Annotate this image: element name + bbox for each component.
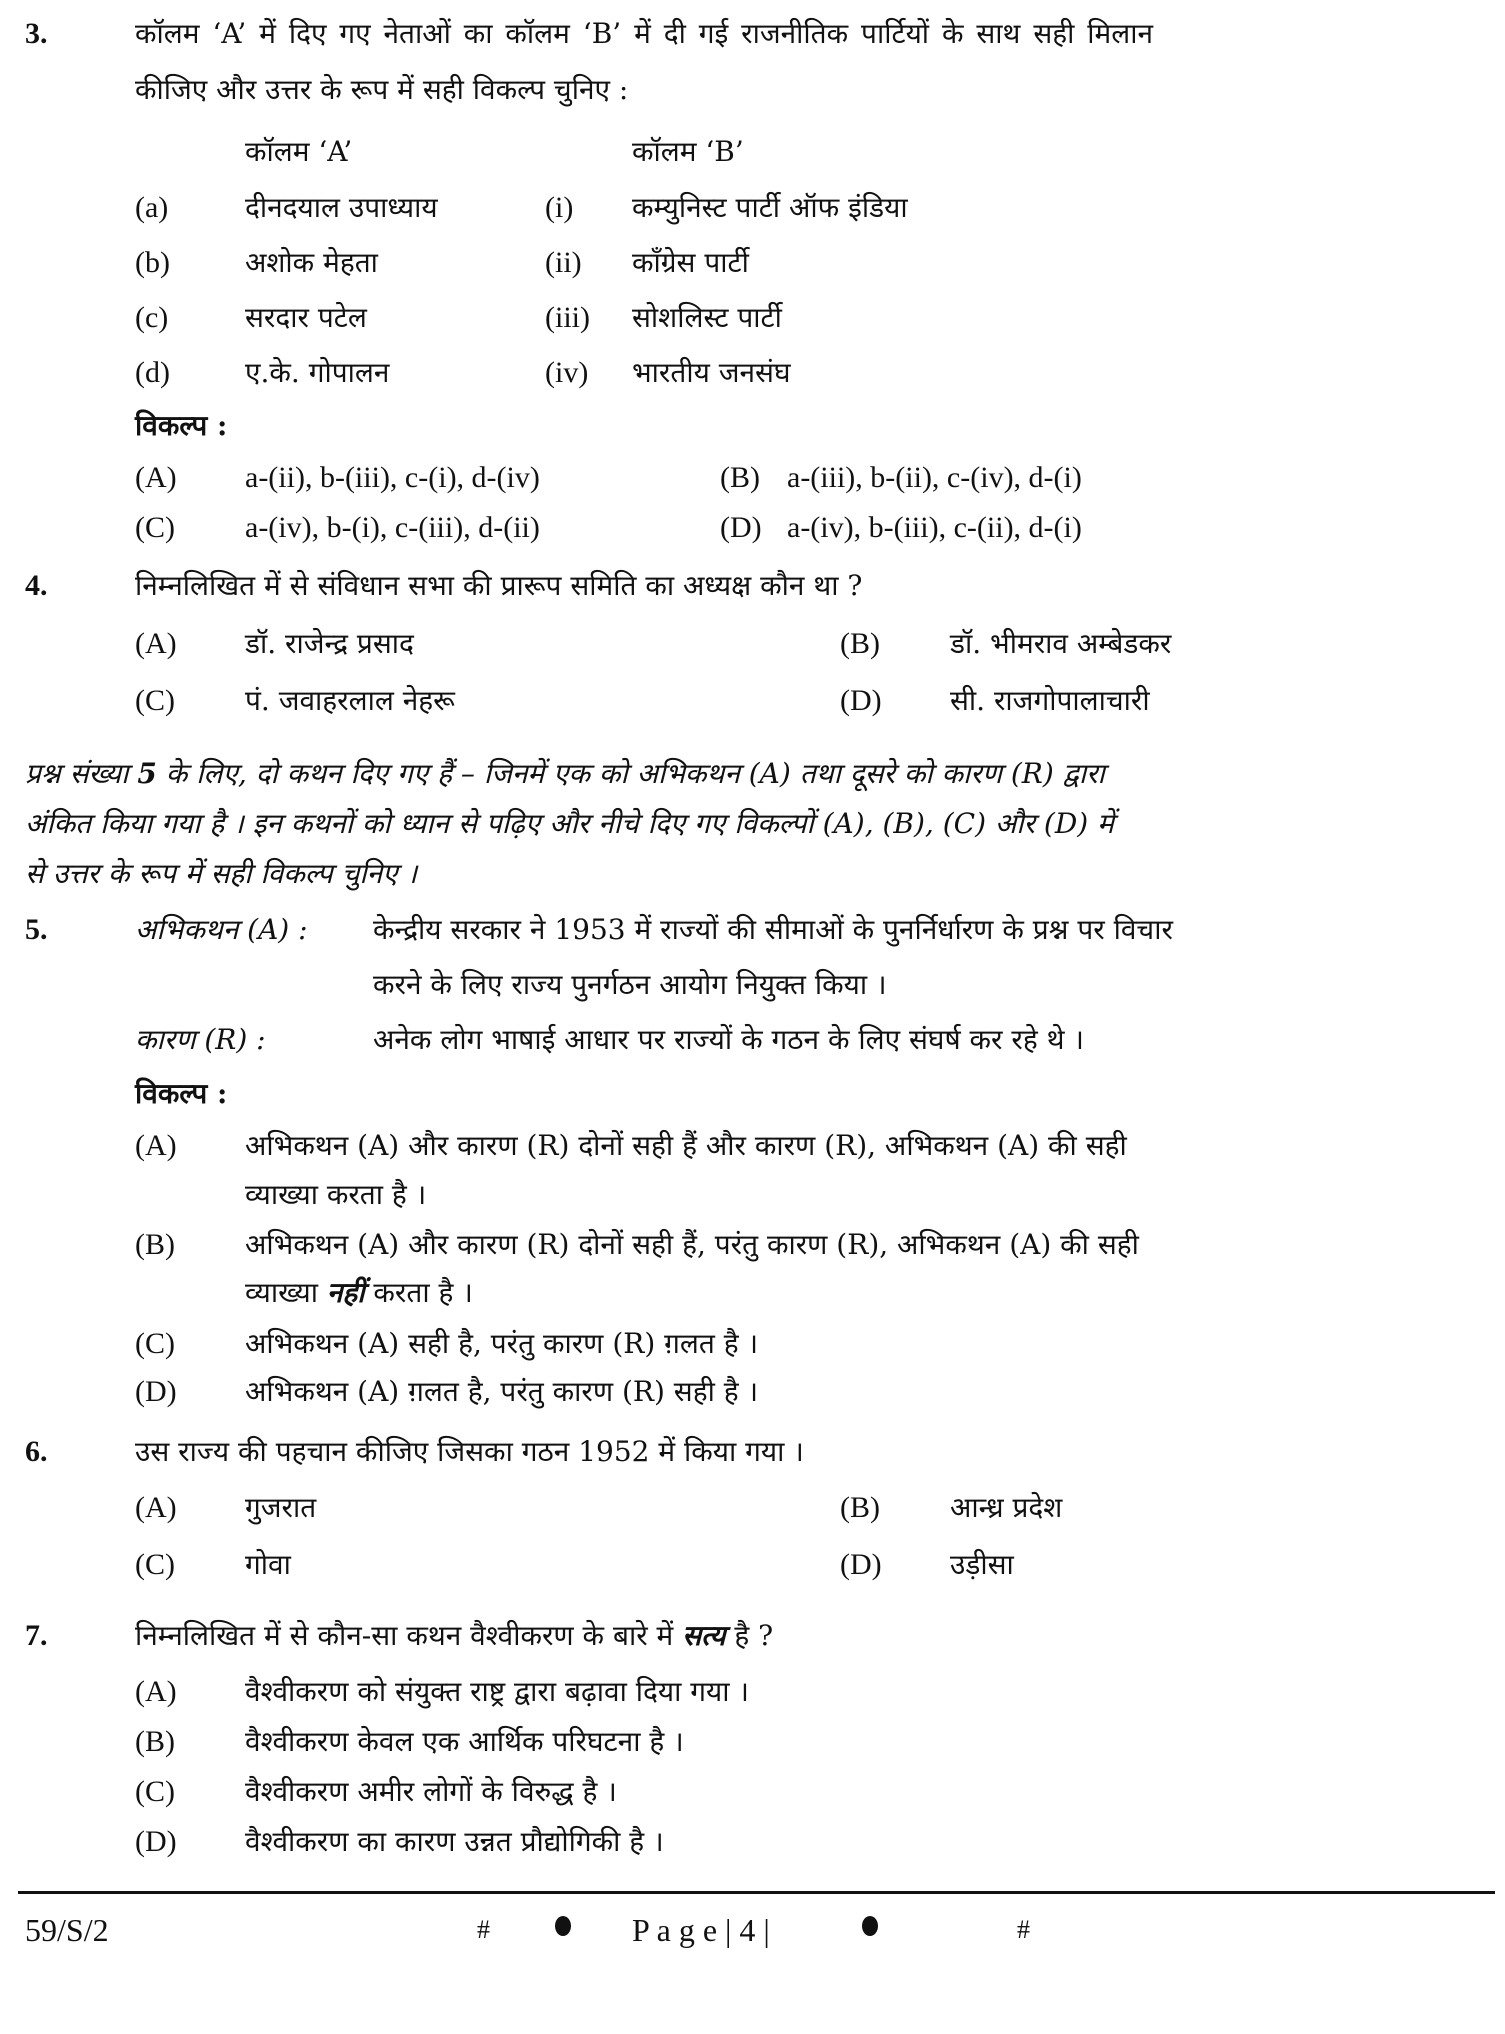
question-ref-number: 5 — [137, 757, 157, 790]
assertion-text: करने के लिए राज्य पुनर्गठन आयोग नियुक्त किया । — [373, 968, 887, 1001]
option-label: (D) — [720, 511, 762, 544]
row-label: (ii) — [545, 246, 582, 279]
option-text: वैश्वीकरण अमीर लोगों के विरुद्ध है । — [245, 1775, 617, 1808]
column-a-item: अशोक मेहता — [245, 246, 378, 279]
options-heading: विकल्प : — [135, 1077, 228, 1110]
options-heading: विकल्प : — [135, 409, 228, 442]
option-label: (B) — [840, 627, 880, 660]
question-number: 3. — [25, 17, 48, 50]
option-text: वैश्वीकरण को संयुक्त राष्ट्र द्वारा बढ़ावा दिया गया । — [245, 1675, 750, 1708]
option-label: (D) — [135, 1375, 177, 1408]
option-label: (C) — [135, 1775, 175, 1808]
option-label: (D) — [135, 1825, 177, 1858]
reason-label: कारण (R) : — [135, 1023, 266, 1056]
option-label: (B) — [135, 1725, 175, 1758]
option-text: गोवा — [245, 1548, 291, 1581]
option-label: (D) — [840, 1548, 882, 1581]
row-label: (b) — [135, 246, 170, 279]
option-text: a-(iii), b-(ii), c-(iv), d-(i) — [787, 461, 1082, 494]
option-label: (A) — [135, 461, 177, 494]
option-label: (A) — [135, 627, 177, 660]
option-label: (A) — [135, 1491, 177, 1524]
option-text: अभिकथन (A) और कारण (R) दोनों सही हैं और कारण (R), अभिकथन (A) की सही — [245, 1129, 1127, 1162]
option-label: (B) — [840, 1491, 880, 1524]
emphasis-text: नहीं — [326, 1276, 365, 1309]
row-label: (d) — [135, 356, 170, 389]
bullet-dot-icon — [862, 1916, 878, 1936]
option-text: आन्ध्र प्रदेश — [950, 1491, 1063, 1524]
question-number: 4. — [25, 569, 48, 602]
option-label: (B) — [720, 461, 760, 494]
row-label: (i) — [545, 191, 574, 224]
question-number: 6. — [25, 1435, 48, 1468]
option-text: करता है । — [364, 1276, 473, 1309]
instruction-text: से उत्तर के रूप में सही विकल्प चुनिए । — [25, 857, 418, 890]
column-b-item: काँग्रेस पार्टी — [632, 246, 749, 279]
question-number: 5. — [25, 913, 48, 946]
bullet-dot-icon — [555, 1916, 571, 1936]
column-a-item: दीनदयाल उपाध्याय — [245, 191, 438, 224]
option-text: उड़ीसा — [950, 1548, 1014, 1581]
question-text: उस राज्य की पहचान कीजिए जिसका गठन 1952 में किया गया । — [135, 1435, 804, 1468]
option-text: a-(iv), b-(i), c-(iii), d-(ii) — [245, 511, 540, 544]
row-label: (a) — [135, 191, 169, 224]
option-label: (C) — [135, 511, 175, 544]
option-text: सी. राजगोपालाचारी — [950, 684, 1150, 717]
assertion-label: अभिकथन (A) : — [135, 913, 308, 946]
option-text: अभिकथन (A) और कारण (R) दोनों सही हैं, परंतु कारण (R), अभिकथन (A) की सही — [245, 1228, 1139, 1261]
emphasis-text: सत्य — [682, 1619, 726, 1652]
hash-mark: # — [477, 1915, 490, 1944]
option-text: पं. जवाहरलाल नेहरू — [245, 684, 455, 717]
option-text: अभिकथन (A) सही है, परंतु कारण (R) ग़लत है । — [245, 1327, 759, 1360]
option-text: गुजरात — [245, 1491, 317, 1524]
instruction-text: प्रश्न संख्या — [25, 757, 138, 790]
option-label: (C) — [135, 1548, 175, 1581]
option-label: (B) — [135, 1228, 175, 1261]
column-b-item: भारतीय जनसंघ — [632, 356, 791, 389]
column-b-item: सोशलिस्ट पार्टी — [632, 301, 782, 334]
question-text: निम्नलिखित में से कौन-सा कथन वैश्वीकरण के बारे में — [135, 1619, 683, 1652]
option-text: a-(iv), b-(iii), c-(ii), d-(i) — [787, 511, 1082, 544]
option-text: व्याख्या — [245, 1276, 327, 1309]
instruction-text: के लिए, दो कथन दिए गए हैं – जिनमें एक को अभिकथन (A) तथा दूसरे को कारण (R) द्वारा — [156, 757, 1105, 790]
question-text: कॉलम ‘A’ में दिए गए नेताओं का कॉलम ‘B’ में दी गई राजनीतिक पार्टियों के साथ सही मिलान — [135, 17, 1154, 50]
question-text: है ? — [725, 1619, 774, 1652]
column-a-item: सरदार पटेल — [245, 301, 367, 334]
option-text: डॉ. भीमराव अम्बेडकर — [950, 627, 1172, 660]
option-text: वैश्वीकरण का कारण उन्नत प्रौद्योगिकी है । — [245, 1825, 664, 1858]
column-b-item: कम्युनिस्ट पार्टी ऑफ इंडिया — [632, 191, 908, 224]
column-a-item: ए.के. गोपालन — [245, 356, 390, 389]
footer-divider — [18, 1891, 1495, 1894]
paper-code: 59/S/2 — [25, 1912, 109, 1948]
option-label: (A) — [135, 1675, 177, 1708]
option-label: (C) — [135, 1327, 175, 1360]
option-label: (C) — [135, 684, 175, 717]
row-label: (iv) — [545, 356, 589, 389]
page-number: P a g e | 4 | — [632, 1912, 770, 1948]
column-a-header: कॉलम ‘A’ — [245, 135, 353, 168]
row-label: (c) — [135, 301, 169, 334]
column-b-header: कॉलम ‘B’ — [632, 135, 744, 168]
option-label: (A) — [135, 1129, 177, 1162]
reason-text: अनेक लोग भाषाई आधार पर राज्यों के गठन के लिए संघर्ष कर रहे थे । — [373, 1023, 1085, 1056]
option-text: अभिकथन (A) ग़लत है, परंतु कारण (R) सही है । — [245, 1375, 759, 1408]
instruction-text: अंकित किया गया है । इन कथनों को ध्यान से पढ़िए और नीचे दिए गए विकल्पों (A), (B), (C) और (D) में — [25, 807, 1114, 840]
question-text: कीजिए और उत्तर के रूप में सही विकल्प चुनिए : — [135, 73, 629, 106]
assertion-text: केन्द्रीय सरकार ने 1953 में राज्यों की सीमाओं के पुनर्निर्धारण के प्रश्न पर विचार — [373, 913, 1173, 946]
option-text: व्याख्या करता है । — [245, 1178, 427, 1211]
option-text: वैश्वीकरण केवल एक आर्थिक परिघटना है । — [245, 1725, 684, 1758]
question-number: 7. — [25, 1619, 48, 1652]
row-label: (iii) — [545, 301, 590, 334]
question-text: निम्नलिखित में से संविधान सभा की प्रारूप समिति का अध्यक्ष कौन था ? — [135, 569, 863, 602]
option-text: डॉ. राजेन्द्र प्रसाद — [245, 627, 414, 660]
option-text: a-(ii), b-(iii), c-(i), d-(iv) — [245, 461, 540, 494]
hash-mark: # — [1017, 1915, 1030, 1944]
option-label: (D) — [840, 684, 882, 717]
